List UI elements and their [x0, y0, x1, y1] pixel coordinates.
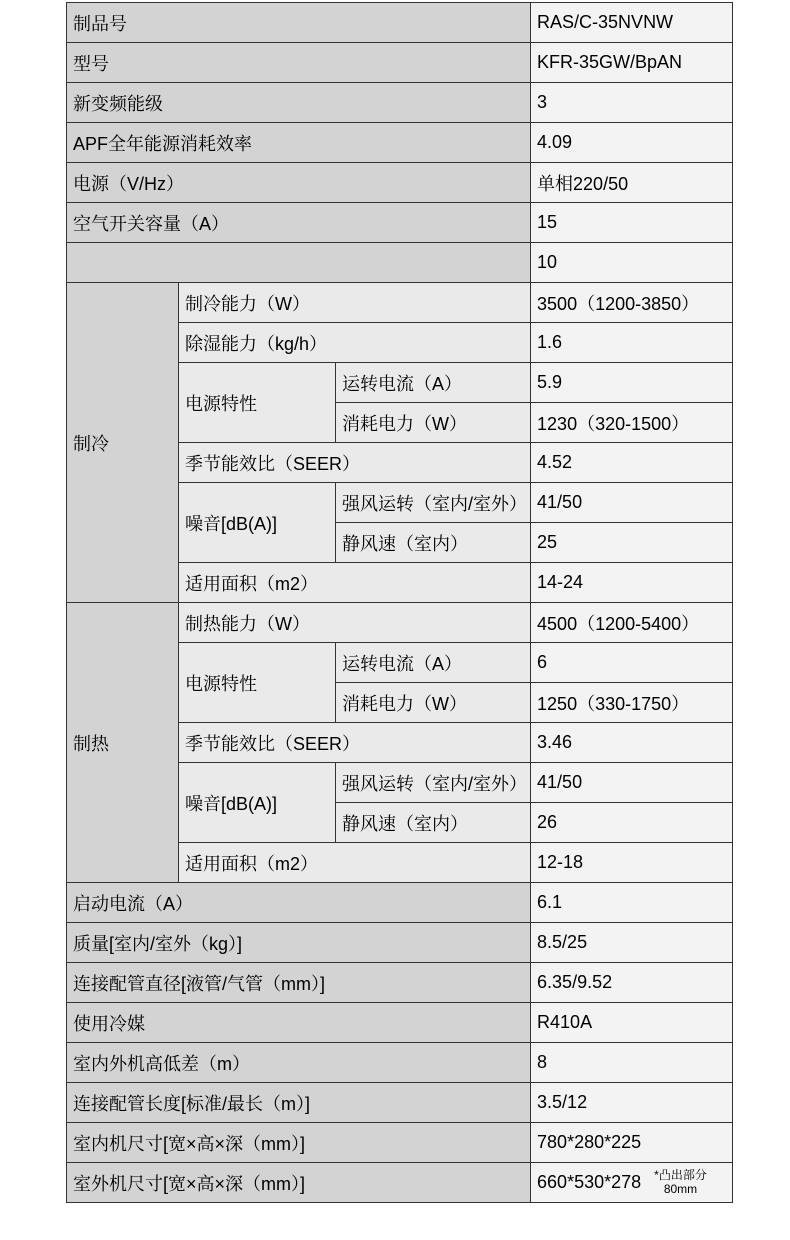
spec-label: 连接配管长度[标准/最长（m）]	[67, 1083, 531, 1123]
spec-value: 4500（1200-5400）	[531, 603, 733, 643]
spec-row	[67, 883, 733, 923]
spec-sublabel: 静风速（室内）	[336, 803, 531, 843]
spec-row	[67, 163, 733, 203]
spec-value: 5.9	[531, 363, 733, 403]
spec-value: 6.35/9.52	[531, 963, 733, 1003]
spec-row	[67, 283, 733, 323]
spec-sublabel: 消耗电力（W）	[336, 403, 531, 443]
spec-value: 41/50	[531, 763, 733, 803]
spec-row	[67, 603, 733, 643]
spec-label-empty	[67, 243, 531, 283]
spec-value: 6	[531, 643, 733, 683]
spec-value: 4.09	[531, 123, 733, 163]
spec-value: 3	[531, 83, 733, 123]
spec-label: 启动电流（A）	[67, 883, 531, 923]
spec-value: 14-24	[531, 563, 733, 603]
spec-value: KFR-35GW/BpAN	[531, 43, 733, 83]
protrusion-note-line1: *凸出部分	[654, 1167, 707, 1182]
spec-sublabel: 适用面积（m2）	[179, 563, 531, 603]
spec-label: 新变频能级	[67, 83, 531, 123]
spec-value: 1250（330-1750）	[531, 683, 733, 723]
spec-value: 10	[531, 243, 733, 283]
spec-sublabel: 季节能效比（SEER）	[179, 723, 531, 763]
spec-sublabel: 季节能效比（SEER）	[179, 443, 531, 483]
spec-label: 连接配管直径[液管/气管（mm）]	[67, 963, 531, 1003]
spec-value: 25	[531, 523, 733, 563]
spec-value: RAS/C-35NVNW	[531, 3, 733, 43]
spec-sublabel: 制热能力（W）	[179, 603, 531, 643]
spec-value: 12-18	[531, 843, 733, 883]
spec-sublabel: 运转电流（A）	[336, 363, 531, 403]
spec-value: 8.5/25	[531, 923, 733, 963]
spec-row	[67, 243, 733, 283]
spec-sublabel: 消耗电力（W）	[336, 683, 531, 723]
spec-row	[67, 1083, 733, 1123]
spec-label: 室外机尺寸[宽×高×深（mm）]	[67, 1163, 531, 1203]
category-cell-heating: 制热	[67, 603, 179, 883]
spec-label: 室内机尺寸[宽×高×深（mm）]	[67, 1123, 531, 1163]
spec-value: 3.5/12	[531, 1083, 733, 1123]
spec-label: 制品号	[67, 3, 531, 43]
spec-value: 6.1	[531, 883, 733, 923]
noise-cell: 噪音[dB(A)]	[179, 763, 336, 843]
spec-value: 1230（320-1500）	[531, 403, 733, 443]
spec-value	[531, 1163, 733, 1203]
spec-row	[67, 923, 733, 963]
spec-row	[67, 1043, 733, 1083]
spec-label: 电源（V/Hz）	[67, 163, 531, 203]
noise-cell: 噪音[dB(A)]	[179, 483, 336, 563]
protrusion-note-line2: 80mm	[663, 1181, 698, 1196]
spec-label: 质量[室内/室外（kg）]	[67, 923, 531, 963]
spec-label: 型号	[67, 43, 531, 83]
spec-value: 26	[531, 803, 733, 843]
spec-row	[67, 1123, 733, 1163]
spec-value: 4.52	[531, 443, 733, 483]
spec-value: 780*280*225	[531, 1123, 733, 1163]
spec-row	[67, 963, 733, 1003]
spec-value: R410A	[531, 1003, 733, 1043]
spec-label: APF全年能源消耗效率	[67, 123, 531, 163]
spec-row	[67, 43, 733, 83]
spec-row	[67, 83, 733, 123]
spec-value: 单相220/50	[531, 163, 733, 203]
spec-value: 41/50	[531, 483, 733, 523]
spec-sublabel: 适用面积（m2）	[179, 843, 531, 883]
spec-value: 3500（1200-3850）	[531, 283, 733, 323]
spec-value: 1.6	[531, 323, 733, 363]
spec-sublabel: 制冷能力（W）	[179, 283, 531, 323]
power-characteristics-cell: 电源特性	[179, 363, 336, 443]
spec-sublabel: 运转电流（A）	[336, 643, 531, 683]
spec-label: 室内外机高低差（m）	[67, 1043, 531, 1083]
spec-row	[67, 3, 733, 43]
protrusion-note	[654, 1169, 707, 1197]
spec-value: 3.46	[531, 723, 733, 763]
category-cell-cooling: 制冷	[67, 283, 179, 603]
spec-row	[67, 123, 733, 163]
spec-value: 15	[531, 203, 733, 243]
spec-sublabel: 除湿能力（kg/h）	[179, 323, 531, 363]
spec-label: 空气开关容量（A）	[67, 203, 531, 243]
spec-row	[67, 1163, 733, 1203]
spec-sublabel: 静风速（室内）	[336, 523, 531, 563]
spec-sublabel: 强风运转（室内/室外）	[336, 483, 531, 523]
spec-row	[67, 1003, 733, 1043]
spec-table	[66, 2, 733, 1203]
outdoor-dimensions-value: 660*530*278	[537, 1172, 642, 1192]
spec-value: 8	[531, 1043, 733, 1083]
power-characteristics-cell: 电源特性	[179, 643, 336, 723]
spec-sublabel: 强风运转（室内/室外）	[336, 763, 531, 803]
spec-label: 使用冷媒	[67, 1003, 531, 1043]
spec-row	[67, 203, 733, 243]
